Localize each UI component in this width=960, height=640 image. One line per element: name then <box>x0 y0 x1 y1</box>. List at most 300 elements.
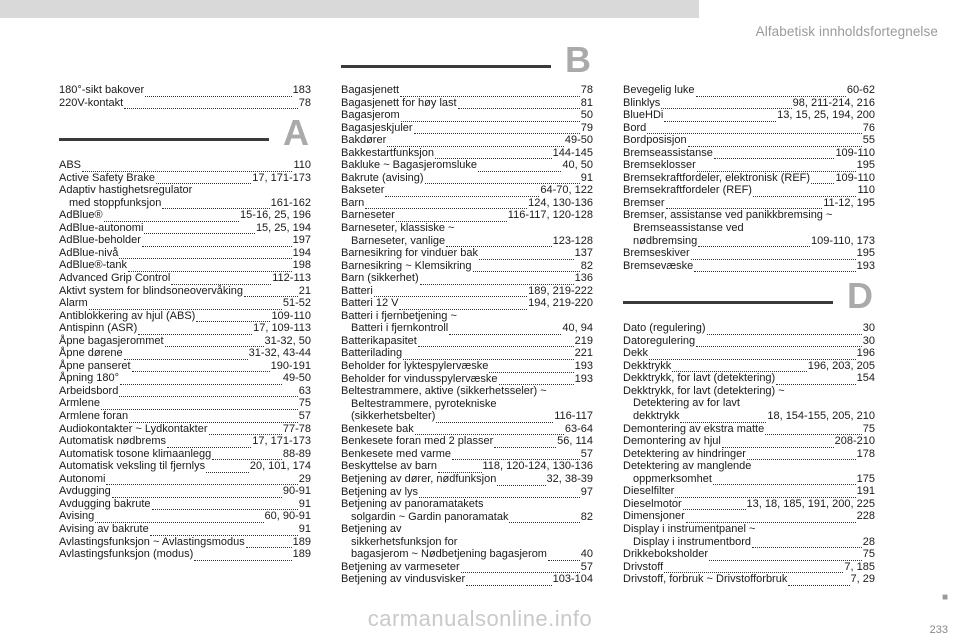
index-term: Avlastingsfunksjon (modus) <box>59 548 194 561</box>
dot-leader <box>82 162 292 172</box>
dot-leader <box>709 551 862 561</box>
index-entry-continuation: Display i instrumentpanel ~ <box>623 522 756 535</box>
dot-leader <box>722 438 834 448</box>
dot-leader <box>106 475 297 485</box>
index-entry <box>59 498 311 511</box>
index-entry <box>341 548 593 561</box>
index-pages: 63 <box>298 384 311 397</box>
index-pages: 75 <box>862 422 875 435</box>
index-pages: 109-110 <box>835 171 875 184</box>
index-term: AdBlue® <box>59 209 103 222</box>
index-pages: 189 <box>292 548 311 561</box>
index-entry <box>59 510 311 523</box>
index-entry <box>341 473 593 486</box>
index-pages: 40, 50 <box>562 159 593 172</box>
index-entry <box>623 260 875 273</box>
index-pages: 51-52 <box>282 297 311 310</box>
index-entry <box>623 510 875 523</box>
index-entry <box>59 347 311 360</box>
dot-leader <box>119 387 297 397</box>
index-entry <box>623 561 875 574</box>
dot-leader <box>664 563 843 573</box>
index-entry <box>59 222 311 235</box>
dot-leader <box>212 450 282 460</box>
index-entry <box>623 84 875 97</box>
index-entry <box>341 347 593 360</box>
dot-leader <box>438 463 482 473</box>
index-entry <box>623 147 875 160</box>
watermark: carmanualsonline.info <box>367 606 593 631</box>
dot-leader <box>165 337 264 347</box>
dot-leader <box>415 425 564 435</box>
dot-leader <box>672 362 806 372</box>
index-term: Bakrute (avising) <box>341 171 424 184</box>
index-pages: 191 <box>856 485 875 498</box>
dot-leader <box>664 112 776 122</box>
index-entry <box>59 460 311 473</box>
dot-leader <box>162 199 269 209</box>
index-pages: 15, 25, 194 <box>255 221 311 234</box>
index-pages: 118, 120-124, 130-136 <box>482 460 593 473</box>
index-term: Dekktrykk, for lavt (detektering) <box>623 372 776 385</box>
index-entry <box>59 272 311 285</box>
index-pages: 18, 154-155, 205, 210 <box>767 410 875 423</box>
dot-leader <box>675 488 855 498</box>
dot-leader <box>142 237 292 247</box>
index-pages: 91 <box>298 522 311 535</box>
index-entry <box>59 423 311 436</box>
index-pages: 90-91 <box>282 485 311 498</box>
index-term: Arbeidsbord <box>59 384 119 397</box>
index-term: Bremsekraftfordeler (REF) <box>623 184 752 197</box>
index-entry <box>341 147 593 160</box>
index-pages: 81 <box>580 96 593 109</box>
index-entry <box>59 485 311 498</box>
index-term: Detektering av hindringer <box>623 447 746 460</box>
index-pages: 78 <box>298 96 311 109</box>
index-term: Bakdører <box>341 134 387 147</box>
page-title: Alfabetisk innholdsfortegnelse <box>755 24 938 39</box>
index-pages: 219 <box>574 334 593 347</box>
index-term: Åpning 180° <box>59 372 120 385</box>
dot-leader <box>473 262 580 272</box>
dot-leader <box>753 187 856 197</box>
index-entry <box>59 397 311 410</box>
index-entry <box>623 235 875 248</box>
index-term: Bremsevæske <box>623 259 694 272</box>
index-entry <box>623 448 875 461</box>
index-pages: 76 <box>862 121 875 134</box>
section-header-b <box>341 39 593 80</box>
index-term: Bagasjerom <box>341 109 400 122</box>
index-entry <box>341 373 593 386</box>
index-term: Automatisk tosone klimaanlegg <box>59 447 212 460</box>
section-letter-b: B <box>565 39 591 80</box>
dot-leader <box>418 337 574 347</box>
index-term: Bakseter <box>341 184 385 197</box>
index-term: Advanced Grip Control <box>59 272 171 285</box>
index-term: Bagasjenett <box>341 84 400 96</box>
index-entry <box>59 197 311 210</box>
index-entry-continuation: Barneseter, klassiske ~ <box>341 222 455 235</box>
index-term: Antiblokkering av hjul (ABS) <box>59 309 196 322</box>
index-entry <box>341 573 593 586</box>
dot-leader <box>449 325 561 335</box>
dot-leader <box>435 149 552 159</box>
index-entry <box>341 423 593 436</box>
index-pages: 56, 114 <box>557 435 593 448</box>
dot-leader <box>698 237 810 247</box>
index-term: oppmerksomhet <box>633 472 712 485</box>
index-pages: 183 <box>292 84 311 96</box>
index-term: Barn (sikkerhet) <box>341 272 419 285</box>
index-term: Batteri 12 V <box>341 297 399 310</box>
index-pages: 228 <box>856 510 875 523</box>
index-pages: 109-110 <box>271 309 311 322</box>
dot-leader <box>436 413 553 423</box>
index-pages: 29 <box>298 472 311 485</box>
dot-leader <box>446 237 551 247</box>
index-term: Batteri <box>341 284 373 297</box>
index-term: Bremseassistanse <box>623 146 713 159</box>
dot-leader <box>119 249 291 259</box>
index-pages: 193 <box>574 372 593 385</box>
dot-leader <box>156 174 251 184</box>
index-entry <box>623 498 875 511</box>
dot-leader <box>647 124 862 134</box>
dot-leader <box>458 99 580 109</box>
index-entry <box>341 272 593 285</box>
dot-leader <box>400 87 580 97</box>
dot-leader <box>509 513 579 523</box>
index-term: Display i instrumentbord <box>633 535 751 548</box>
dot-leader <box>680 413 766 423</box>
index-pages: 60, 90-91 <box>264 510 311 523</box>
index-pages: 198 <box>292 259 311 272</box>
index-entry <box>623 360 875 373</box>
dot-leader <box>691 250 856 260</box>
index-term: BlueHDi <box>623 109 664 122</box>
index-entry-continuation: Bremser, assistanse ved panikkbremsing ~ <box>623 209 833 222</box>
index-entry <box>623 423 875 436</box>
index-term: Automatisk veksling til fjernlys <box>59 460 206 473</box>
dot-leader <box>152 500 298 510</box>
dot-leader <box>403 350 573 360</box>
index-pages: 32, 38-39 <box>546 472 593 485</box>
dot-leader <box>425 174 580 184</box>
index-term: AdBlue-nivå <box>59 246 119 259</box>
index-pages: 197 <box>292 234 311 247</box>
index-term: Blinklys <box>623 96 661 109</box>
index-term: Active Safety Brake <box>59 171 155 184</box>
index-pages: 144-145 <box>552 146 593 159</box>
index-entry-continuation: Betjening av panoramatakets <box>341 498 484 511</box>
index-pages: 17, 171-173 <box>252 435 311 448</box>
index-pages: 88-89 <box>282 447 311 460</box>
index-pages: 196 <box>856 347 875 360</box>
index-term: Alarm <box>59 297 88 310</box>
index-term: Barnesikring for vinduer bak <box>341 247 478 260</box>
dot-leader <box>396 212 507 222</box>
index-pages: 137 <box>574 247 593 260</box>
dot-leader <box>387 137 564 147</box>
dot-leader <box>419 488 580 498</box>
index-pages: 64-70, 122 <box>540 184 593 197</box>
index-entry <box>59 159 311 172</box>
index-entry <box>59 172 311 185</box>
index-pages: 63-64 <box>564 422 593 435</box>
index-entry <box>59 322 311 335</box>
index-term: Bagasjenett for høy last <box>341 96 457 109</box>
index-entry <box>623 159 875 172</box>
section-rule <box>59 138 269 141</box>
index-entry <box>341 184 593 197</box>
dot-leader <box>145 87 292 97</box>
index-entry-continuation: Dekktrykk, for lavt (detektering) ~ <box>623 384 785 397</box>
dot-leader <box>401 112 580 122</box>
index-entry <box>59 372 311 385</box>
index-term: Antispinn (ASR) <box>59 322 138 335</box>
index-term: Avdugging <box>59 485 111 498</box>
dot-leader <box>661 99 791 109</box>
dot-leader <box>479 250 574 260</box>
dot-leader <box>696 337 862 347</box>
index-term: Drivstoff <box>623 560 664 573</box>
index-term: Dekk <box>623 347 649 360</box>
dot-leader <box>478 162 561 172</box>
index-pages: 109-110, 173 <box>810 234 875 247</box>
index-term: Avising av bakrute <box>59 522 149 535</box>
index-term: AdBlue-autonomi <box>59 221 144 234</box>
index-term: Bakkestartfunksjon <box>341 146 434 159</box>
dot-leader <box>89 300 282 310</box>
index-term: Batterilading <box>341 347 403 360</box>
index-entry <box>59 209 311 222</box>
index-entry <box>59 285 311 298</box>
dot-leader <box>649 350 856 360</box>
index-term: Avdugging bakrute <box>59 497 151 510</box>
dot-leader <box>747 450 856 460</box>
index-entry <box>623 247 875 260</box>
index-term: bagasjerom ~ Nødbetjening bagasjerom <box>351 548 547 561</box>
index-pages: 221 <box>574 347 593 360</box>
index-term: Åpne panseret <box>59 359 131 372</box>
index-pages: 30 <box>862 334 875 347</box>
index-pages: 57 <box>580 560 593 573</box>
index-pages: 15-16, 25, 196 <box>240 209 311 222</box>
dot-leader <box>499 375 574 385</box>
index-entry <box>341 159 593 172</box>
dot-leader <box>206 463 249 473</box>
index-pages: 20, 101, 174 <box>249 460 311 473</box>
section-rule <box>623 301 833 304</box>
index-entry <box>623 573 875 586</box>
index-entry <box>341 84 593 97</box>
index-entry <box>623 536 875 549</box>
dot-leader <box>244 287 298 297</box>
index-entry <box>59 536 311 549</box>
index-pages: 11-12, 195 <box>823 196 875 209</box>
index-entry <box>59 548 311 561</box>
index-entry <box>341 285 593 298</box>
index-term: Bremseskiver <box>623 247 690 260</box>
dot-leader <box>452 450 580 460</box>
index-pages: 189, 219-222 <box>528 284 593 297</box>
dot-leader <box>124 350 248 360</box>
index-pages: 196, 203, 205 <box>807 359 875 372</box>
index-pages: 13, 18, 185, 191, 200, 225 <box>746 497 875 510</box>
index-entry <box>59 448 311 461</box>
index-pages: 91 <box>580 171 593 184</box>
dot-leader <box>707 325 862 335</box>
dot-leader <box>776 375 855 385</box>
index-pages: 195 <box>856 159 875 172</box>
dot-leader <box>688 137 862 147</box>
index-pages: 109-110 <box>835 146 875 159</box>
index-pages: 178 <box>856 447 875 460</box>
index-pages: 17, 171-173 <box>252 171 311 184</box>
dot-leader <box>414 124 580 134</box>
index-pages: 31-32, 43-44 <box>248 347 311 360</box>
index-term: Demontering av hjul <box>623 435 721 448</box>
index-entry <box>623 548 875 561</box>
index-pages: 116-117, 120-128 <box>507 209 593 222</box>
dot-leader <box>209 425 282 435</box>
dot-leader <box>713 475 856 485</box>
index-pages: 28 <box>862 535 875 548</box>
index-entry-continuation: Adaptiv hastighetsregulator <box>59 184 193 197</box>
dot-leader <box>686 513 856 523</box>
index-pages: 193 <box>856 259 875 272</box>
dot-leader <box>128 262 292 272</box>
index-term: Drikkeboksholder <box>623 548 708 561</box>
index-entry <box>341 109 593 122</box>
index-entry-continuation: Betjening av <box>341 523 402 536</box>
index-entry <box>59 435 311 448</box>
index-pages: 175 <box>856 472 875 485</box>
index-term: nødbremsing <box>633 234 698 247</box>
index-pages: 193 <box>574 360 593 373</box>
index-term: Beholder for lyktespylervæske <box>341 360 489 373</box>
index-entry-continuation: Beltestrammere, pyrotekniske <box>351 397 497 410</box>
index-pages: 79 <box>580 121 593 134</box>
index-term: Beholder for vindusspylervæske <box>341 372 498 385</box>
index-pages: 57 <box>298 410 311 423</box>
index-term: Drivstoff, forbruk ~ Drivstofforbruk <box>623 573 788 586</box>
dot-leader <box>466 576 552 586</box>
index-entry <box>341 122 593 135</box>
index-pages: 55 <box>862 134 875 147</box>
dot-leader <box>752 538 862 548</box>
index-pages: 97 <box>580 485 593 498</box>
page-number: 233 <box>929 624 948 636</box>
index-pages: 7, 29 <box>850 573 875 586</box>
index-term: Benkesete med varme <box>341 447 452 460</box>
index-entry <box>341 486 593 499</box>
index-entry <box>341 448 593 461</box>
dot-leader <box>697 162 856 172</box>
index-term: Bremsekraftfordeler, elektronisk (REF) <box>623 171 811 184</box>
index-entry <box>341 322 593 335</box>
index-term: Batterikapasitet <box>341 334 417 347</box>
index-entry-continuation: Beltestrammere, aktive (sikkerhetsseler) ~ <box>341 385 547 398</box>
index-entry <box>623 435 875 448</box>
index-pages: 30 <box>862 322 875 335</box>
index-pages: 190-191 <box>270 359 311 372</box>
index-entry <box>623 335 875 348</box>
index-pages: 7, 185 <box>844 560 875 573</box>
dot-leader <box>132 362 270 372</box>
index-term: Avlastingsfunksjon ~ Avlastingsmodus <box>59 535 245 548</box>
index-entry <box>341 360 593 373</box>
index-entry <box>341 561 593 574</box>
dot-leader <box>385 187 539 197</box>
index-entry <box>623 322 875 335</box>
index-entry <box>341 97 593 110</box>
section-letter-d: D <box>847 275 873 317</box>
index-pages: 77-78 <box>282 422 311 435</box>
header-bar <box>0 0 960 18</box>
index-term: Autonomi <box>59 472 106 485</box>
index-term: AdBlue®-tank <box>59 259 128 272</box>
index-entry <box>341 172 593 185</box>
index-entry <box>623 372 875 385</box>
dot-leader <box>104 212 239 222</box>
index-term: Batteri i fjernkontroll <box>351 322 449 335</box>
index-entry-continuation: Batteri i fjernbetjening ~ <box>341 309 457 322</box>
index-pages: 75 <box>298 397 311 410</box>
dot-leader <box>194 551 291 561</box>
index-pages: 154 <box>856 372 875 385</box>
dot-leader <box>120 375 282 385</box>
index-pages: 136 <box>574 272 593 285</box>
index-term: Benkesete foran med 2 plasser <box>341 435 494 448</box>
index-pages: 13, 15, 25, 194, 200 <box>777 109 875 122</box>
index-entry <box>341 435 593 448</box>
index-pages: 49-50 <box>564 134 593 147</box>
index-entry <box>59 473 311 486</box>
dot-leader <box>167 438 251 448</box>
index-entry <box>59 410 311 423</box>
dot-leader <box>494 438 556 448</box>
dot-leader <box>489 363 573 373</box>
section-header-d <box>623 275 875 317</box>
dot-leader <box>497 476 545 486</box>
index-entry-continuation: Detektering av for lavt <box>633 397 740 410</box>
index-entry <box>341 335 593 348</box>
index-pages: 50 <box>580 109 593 122</box>
index-entry <box>623 172 875 185</box>
index-pages: 195 <box>856 247 875 260</box>
index-term: Bevegelig luke <box>623 84 695 96</box>
dot-leader <box>714 149 835 159</box>
index-pages: 21 <box>298 284 311 297</box>
index-entry <box>59 310 311 323</box>
index-term: Beskyttelse av barn <box>341 460 437 473</box>
index-entry-continuation: Detektering av manglende <box>623 460 752 473</box>
dot-leader <box>95 513 263 523</box>
index-term: solgardin ~ Gardin panoramatak <box>351 510 509 523</box>
index-entry <box>341 297 593 310</box>
index-pages: 116-117 <box>554 410 593 423</box>
dot-leader <box>246 538 292 548</box>
dot-leader <box>696 87 846 97</box>
index-pages: 103-104 <box>552 573 593 586</box>
index-term: 220V-kontakt <box>59 96 124 109</box>
index-term: Dekktrykk <box>623 359 672 372</box>
index-pages: 60-62 <box>846 84 875 96</box>
index-pages: 124, 130-136 <box>528 196 593 209</box>
